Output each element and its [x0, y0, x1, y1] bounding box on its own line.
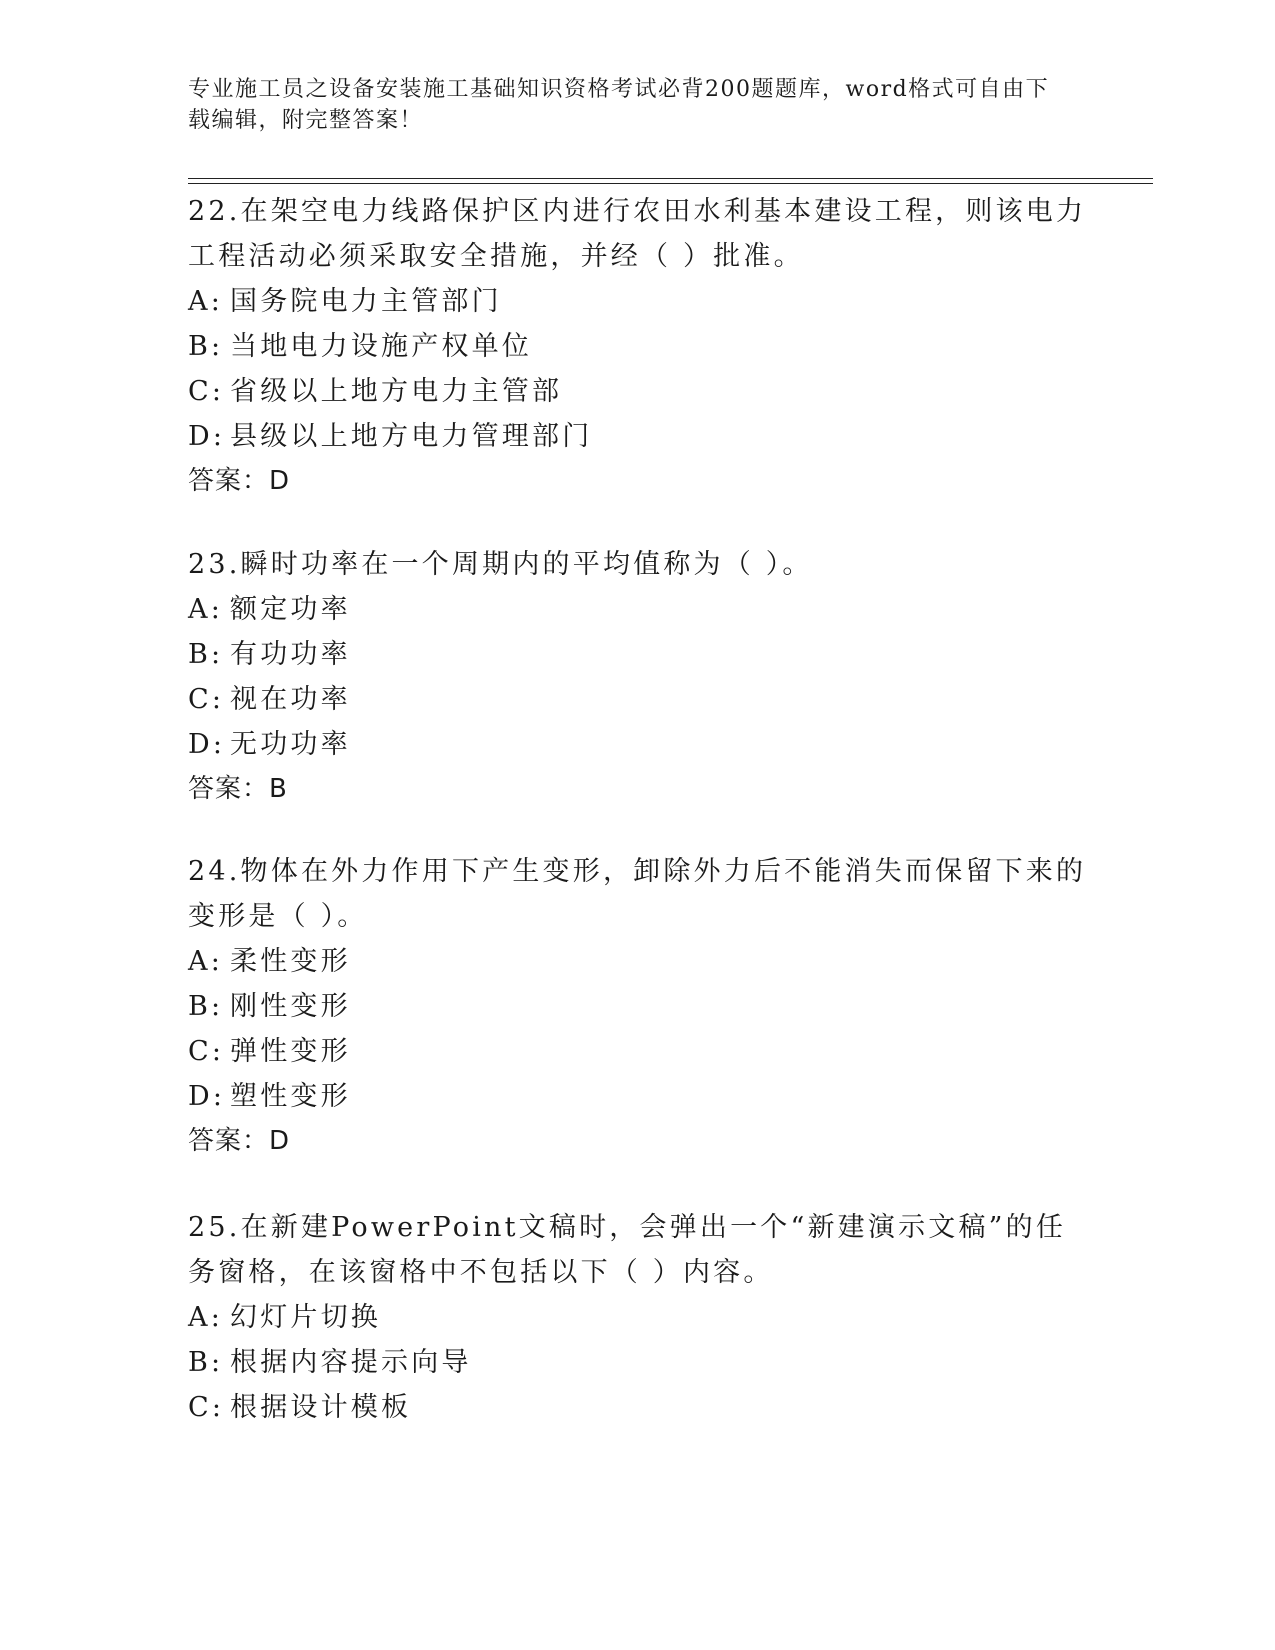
question-25 — [188, 1205, 1088, 1430]
option-a — [188, 1295, 1088, 1340]
option-d — [188, 1074, 1088, 1119]
option-text: 幻灯片切换 — [230, 1302, 381, 1333]
option-b — [188, 632, 1088, 677]
option-key: B: — [188, 991, 224, 1022]
question-24 — [188, 849, 1088, 1164]
question-23 — [188, 542, 1088, 812]
option-text: 塑性变形 — [230, 1081, 351, 1112]
option-a — [188, 279, 1088, 324]
option-d — [188, 722, 1088, 767]
option-key: A: — [188, 946, 223, 977]
document-header: 专业施工员之设备安装施工基础知识资格考试必背200题题库，word格式可自由下载编辑，附完整答案！ — [188, 77, 1050, 133]
option-a — [188, 939, 1088, 984]
option-text: 弹性变形 — [230, 1036, 351, 1067]
option-key: A: — [188, 286, 223, 317]
option-text: 额定功率 — [230, 594, 351, 625]
question-stem: 23.瞬时功率在一个周期内的平均值称为（ ）。 — [188, 549, 813, 580]
question-stem: 24.物体在外力作用下产生变形，卸除外力后不能消失而保留下来的变形是（ ）。 — [188, 856, 1087, 932]
header-divider-top — [188, 178, 1153, 179]
option-key: C: — [188, 1036, 225, 1067]
option-key: C: — [188, 1392, 225, 1423]
option-key: B: — [188, 1347, 224, 1378]
option-a — [188, 587, 1088, 632]
option-text: 县级以上地方电力管理部门 — [230, 421, 593, 452]
option-d — [188, 414, 1088, 459]
option-text: 省级以上地方电力主管部 — [230, 376, 563, 407]
option-c — [188, 677, 1088, 722]
option-key: A: — [188, 1302, 223, 1333]
option-key: B: — [188, 331, 224, 362]
option-text: 根据内容提示向导 — [230, 1347, 472, 1378]
answer: 答案：D — [188, 466, 291, 496]
option-key: D: — [188, 1081, 226, 1112]
option-key: A: — [188, 594, 223, 625]
header-divider-bottom — [188, 183, 1153, 184]
answer: 答案：B — [188, 774, 288, 804]
option-c — [188, 369, 1088, 414]
option-text: 刚性变形 — [230, 991, 351, 1022]
option-key: D: — [188, 729, 226, 760]
option-text: 视在功率 — [230, 684, 351, 715]
option-key: C: — [188, 376, 225, 407]
option-b — [188, 1340, 1088, 1385]
option-b — [188, 324, 1088, 369]
option-text: 国务院电力主管部门 — [230, 286, 502, 317]
option-text: 无功功率 — [230, 729, 351, 760]
option-b — [188, 984, 1088, 1029]
question-stem: 25.在新建PowerPoint文稿时，会弹出一个“新建演示文稿”的任务窗格，在该窗格中不包括以下（ ）内容。 — [188, 1212, 1067, 1288]
option-key: D: — [188, 421, 226, 452]
option-key: C: — [188, 684, 225, 715]
question-stem: 22.在架空电力线路保护区内进行农田水利基本建设工程，则该电力工程活动必须采取安全措施，并经（ ）批准。 — [188, 196, 1087, 272]
question-22 — [188, 189, 1088, 504]
option-c — [188, 1029, 1088, 1074]
option-text: 当地电力设施产权单位 — [230, 331, 532, 362]
answer: 答案：D — [188, 1126, 291, 1156]
option-c — [188, 1385, 1088, 1430]
option-text: 有功功率 — [230, 639, 351, 670]
option-key: B: — [188, 639, 224, 670]
option-text: 柔性变形 — [230, 946, 351, 977]
option-text: 根据设计模板 — [230, 1392, 412, 1423]
